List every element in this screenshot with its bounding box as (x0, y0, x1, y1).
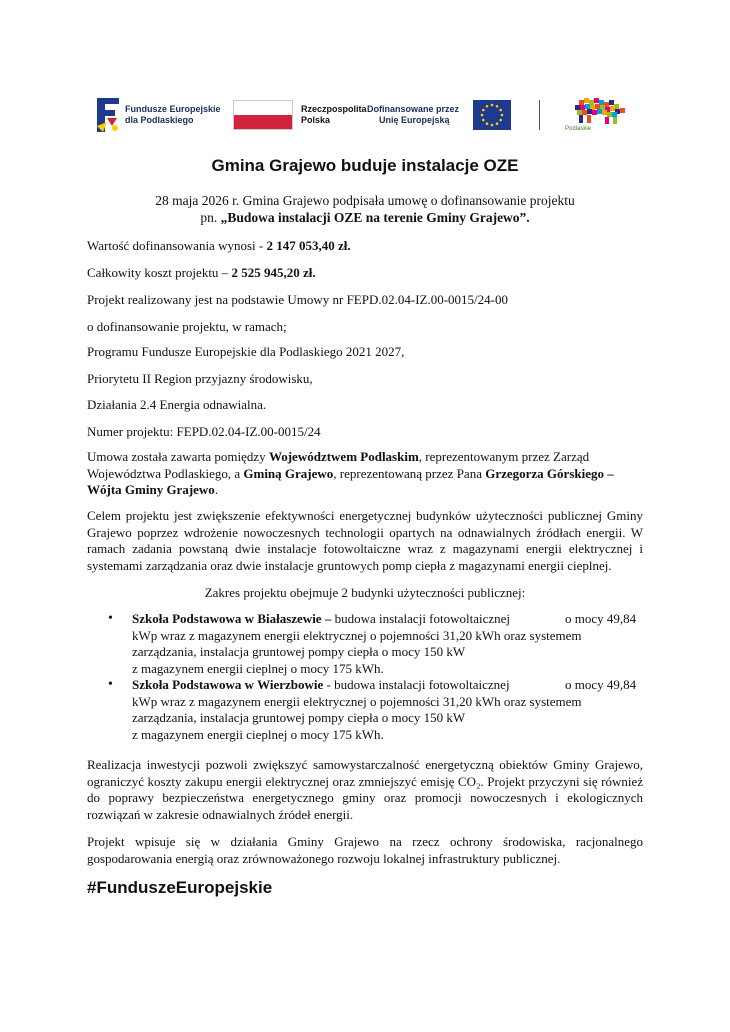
lead-line1: 28 maja 2026 r. Gmina Grajewo podpisała umowę o dofinansowanie projektu (155, 193, 575, 208)
party-municipality: Gminą Grajewo (243, 465, 334, 481)
scope-line-2: kWp wraz z magazynem energii elektrycznej o pojemności 31,20 kWh oraz systemem (132, 627, 582, 643)
list-item (87, 677, 643, 743)
impact-paragraph: Realizacja inwestycji pozwoli zwiększyć samowystarczalność energetyczną obiektów Gminy Grajewo, ograniczyć koszty zakupu energii elektrycznej oraz zmniejszyć emisję CO₂. Projekt przyczyni się również do poprawy bezpieczeństwa energetycznego gminy oraz promocji nowoczesnych i ekologicznych rozwiązań w zakresie odnawialnych źródeł energii. (87, 757, 643, 822)
scope-power: o mocy 49,84 (565, 677, 637, 692)
rp-logo-line1: Rzeczpospolita (301, 104, 367, 114)
agreement-text-1: Umowa została zawarta pomiędzy (87, 449, 269, 464)
scope-line-3: zarządzania, instalacja gruntowej pompy ciepła o mocy 150 kW (132, 644, 466, 659)
school-name: Szkoła Podstawowa w Wierzbowie (132, 677, 324, 692)
page-title: Gmina Grajewo buduje instalacje OZE (211, 156, 519, 175)
framework-line: o dofinansowanie projektu, w ramach; (87, 319, 287, 334)
scope-text: budowa instalacji fotowoltaicznej (331, 611, 511, 626)
priority-line: Priorytetu II Region przyjazny środowisku, (87, 371, 313, 386)
cost-value: 2 525 945,20 zł. (231, 265, 316, 280)
lead-line2 (0, 209, 730, 226)
eu-flag-icon (473, 100, 511, 130)
fundusze-europejskie-logo (95, 96, 225, 136)
fe-logo-line2: dla Podlaskiego (125, 115, 194, 125)
scope-line-4: z magazynem energii cieplnej o mocy 175 kWh. (132, 660, 384, 676)
scope-line-4: z magazynem energii cieplnej o mocy 175 kWh. (132, 726, 384, 742)
rp-logo-line2: Polska (301, 115, 331, 125)
agreement-basis: Projekt realizowany jest na podstawie Umowy nr FEPD.02.04-IZ.00-0015/24-00 (87, 292, 508, 307)
fe-emblem-icon (95, 96, 121, 134)
eu-logo-line2: Unię Europejską (379, 115, 450, 125)
fe-logo-line1: Fundusze Europejskie (125, 104, 221, 114)
action-line: Działania 2.4 Energia odnawialna. (87, 397, 267, 412)
scope-text: - budowa instalacji fotowoltaicznej (323, 677, 510, 692)
agreement-paragraph (87, 449, 643, 499)
poland-flag-icon (233, 100, 293, 130)
list-item (87, 611, 643, 677)
project-name: „Budowa instalacji OZE na terenie Gminy Grajewo”. (220, 210, 530, 225)
podlaskie-logo-text: Podlaskie (565, 126, 592, 132)
logo-divider (539, 100, 540, 130)
party-voivodeship: Województwem Podlaskim (268, 449, 419, 464)
podlaskie-logo (565, 96, 635, 136)
project-number-line: Numer projektu: FEPD.02.04-IZ.00-0015/24 (87, 424, 321, 439)
scope-power: o mocy 49,84 (565, 611, 637, 626)
representative-name: Grzegorza Górskiego – Wójta Gminy Grajewo (87, 465, 614, 497)
agreement-text-2: , reprezentowanym przez Zarząd Województwa Podlaskiego, a (87, 449, 590, 481)
scope-list (87, 611, 643, 743)
scope-line-2: kWp wraz z magazynem energii elektrycznej o pojemności 31,20 kWh oraz systemem (132, 693, 582, 709)
hashtag: #FunduszeEuropejskie (87, 878, 273, 897)
bullet-icon: • (108, 611, 113, 626)
total-cost-line (87, 265, 643, 282)
funding-label: Wartość dofinansowania wynosi - (87, 238, 267, 253)
goal-paragraph: Celem projektu jest zwiększenie efektywności energetycznej budynków użyteczności publicznej Gminy Grajewo poprzez wdrożenie nowoczesnych technologii opartych na odnawialnych źródłach energii. W ramach zadania powstaną dwie instalacje fotowoltaiczne wraz z magazynami energii elektrycznej i systemami zarządzania oraz dwie instalacje gruntowych pomp ciepła z magazynami energii cieplnej. (87, 508, 643, 573)
eu-logo-line1: Dofinansowane przez (367, 104, 460, 114)
bullet-icon: • (108, 677, 113, 692)
school-name: Szkoła Podstawowa w Białaszewie – (132, 611, 332, 626)
agreement-text-3: , reprezentowaną przez Pana (333, 465, 486, 481)
agreement-text-4: . (214, 482, 219, 497)
scope-line-1 (132, 611, 643, 628)
lead-paragraph (0, 192, 730, 226)
funding-value: 2 147 053,40 zł. (266, 238, 351, 253)
program-line: Programu Fundusze Europejskie dla Podlaskiego 2021 2027, (87, 344, 405, 359)
podlaskie-bison-icon (565, 96, 635, 128)
scope-line-3: zarządzania, instalacja gruntowej pompy ciepła o mocy 150 kW (132, 710, 466, 725)
scope-line-1 (132, 677, 643, 694)
scope-intro: Zakres projektu obejmuje 2 budynki użyteczności publicznej: (204, 585, 526, 600)
alignment-paragraph: Projekt wpisuje się w działania Gminy Grajewo na rzecz ochrony środowiska, racjonalnego gospodarowania energią oraz zrównoważonego rozwoju lokalnej infrastruktury publicznej. (87, 834, 643, 866)
lead-prefix: pn. (200, 210, 221, 225)
logo-strip (95, 96, 635, 140)
cost-label: Całkowity koszt projektu – (87, 265, 232, 280)
funding-value-line (87, 238, 643, 255)
